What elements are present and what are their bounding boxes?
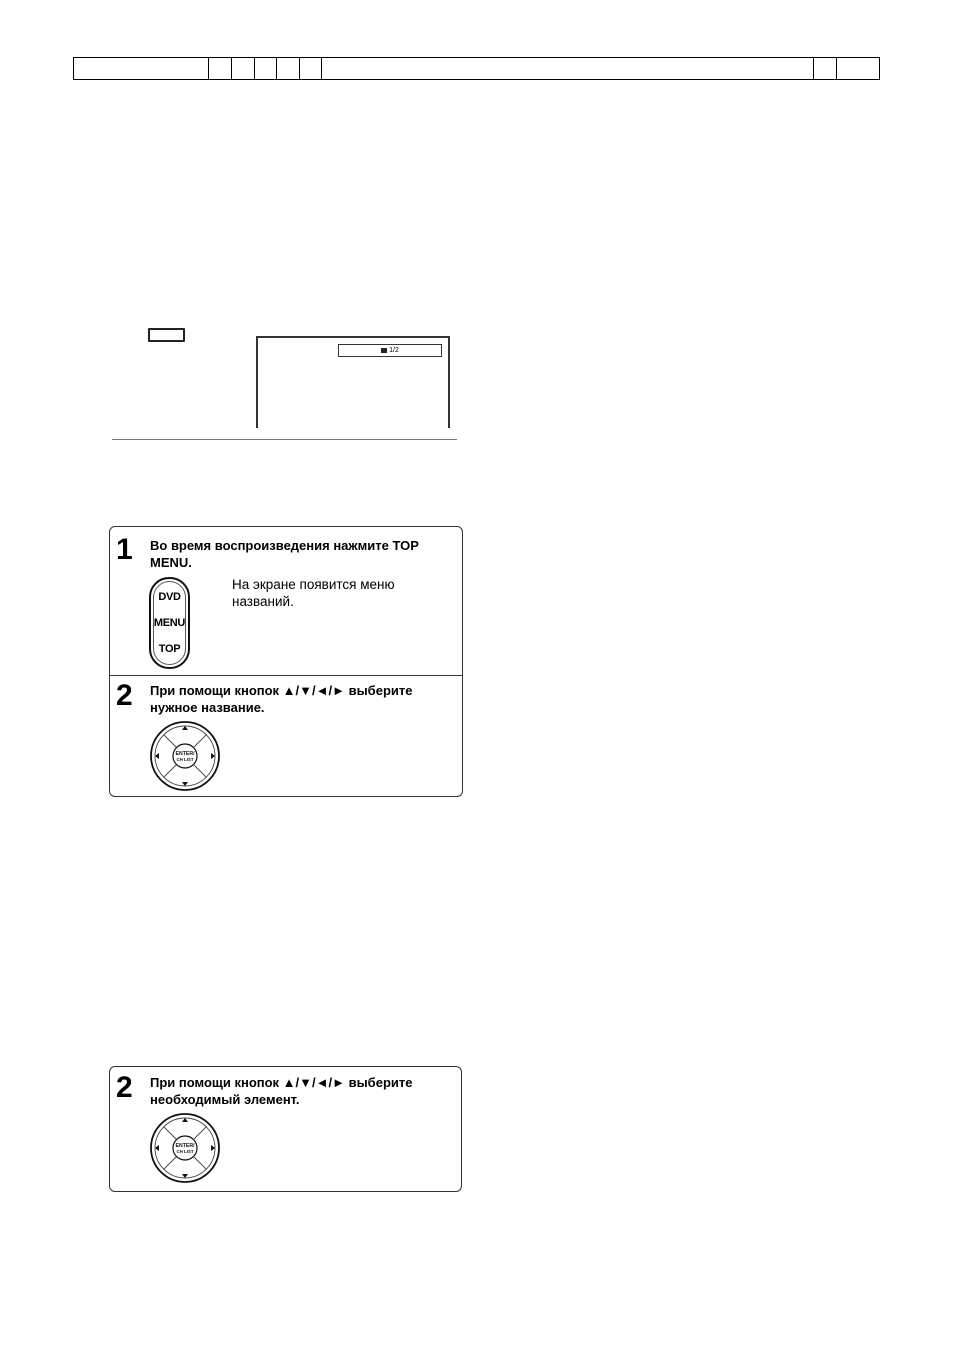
osd-counter-badge: [338, 344, 442, 357]
remote-label-menu: MENU: [153, 617, 186, 629]
step-number: 1: [116, 533, 133, 566]
illustration-baseline: [112, 439, 457, 440]
dvd-menu-top-button-icon: [149, 577, 190, 669]
header-cell-divider: [254, 58, 255, 79]
header-cell-divider: [276, 58, 277, 79]
instruction-panel-top-menu: [109, 526, 463, 797]
step-number: 2: [116, 679, 133, 712]
pad-center-sub-label: CH LIST: [176, 757, 194, 762]
header-cell-divider: [836, 58, 837, 79]
step-description: На экране появится меню названий.: [232, 577, 395, 609]
pad-center-label: ENTER/: [175, 751, 195, 757]
header-cell-divider: [231, 58, 232, 79]
step-title: При помощи кнопок ▲/▼/◄/► выберите необходимый элемент.: [150, 1075, 413, 1107]
step-title: При помощи кнопок ▲/▼/◄/► выберите нужное название.: [150, 683, 413, 715]
remote-label-dvd: DVD: [158, 591, 181, 603]
step-number: 2: [116, 1071, 133, 1104]
navigation-pad-icon: [149, 720, 221, 792]
header-cell-divider: [813, 58, 814, 79]
navigation-pad-icon: [149, 1112, 221, 1184]
header-cell-divider: [208, 58, 209, 79]
step-1: [110, 527, 462, 675]
header-table: [73, 57, 880, 80]
tv-screen-illustration: [256, 336, 450, 428]
header-cell-divider: [321, 58, 322, 79]
pad-center-label: ENTER/: [175, 1143, 195, 1149]
step-2: [110, 675, 462, 797]
instruction-panel-select-item: [109, 1066, 462, 1192]
header-cell-divider: [299, 58, 300, 79]
step-title: Во время воспроизведения нажмите TOP MENU.: [150, 538, 419, 570]
button-outline-icon: [148, 328, 185, 342]
pad-center-sub-label: CH LIST: [176, 1149, 194, 1154]
folder-icon: [381, 348, 387, 353]
step-2: [110, 1067, 461, 1193]
osd-counter: 1/2: [389, 347, 399, 354]
remote-label-top: TOP: [158, 643, 181, 655]
